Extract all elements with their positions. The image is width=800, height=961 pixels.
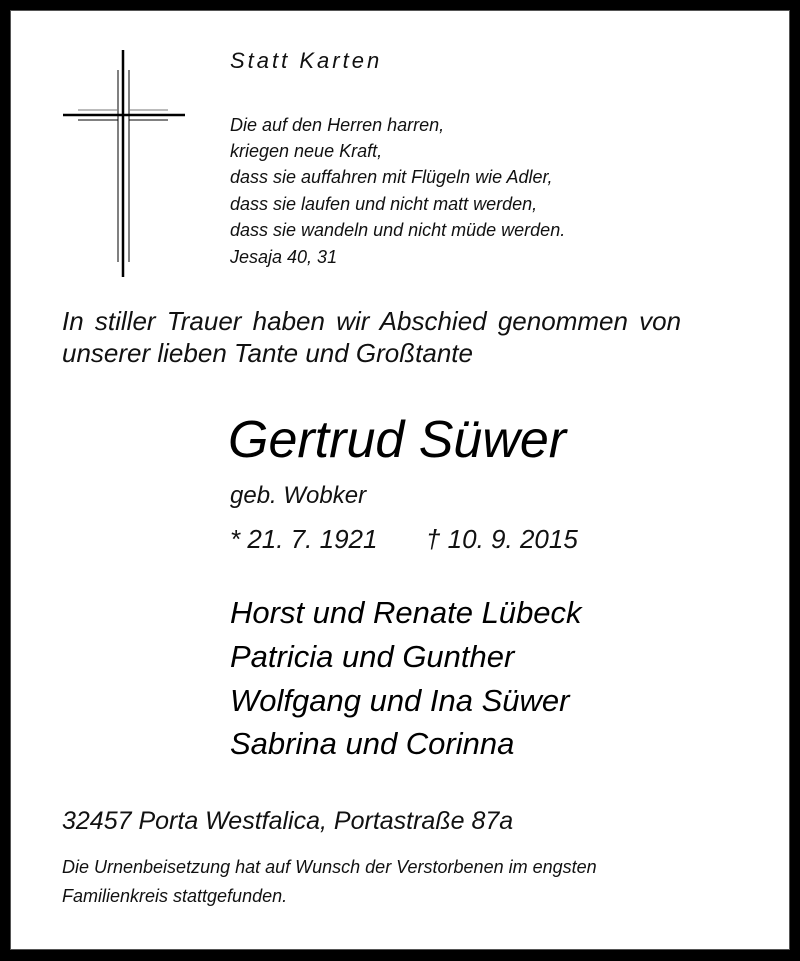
mourner: Wolfgang und Ina Süwer <box>230 683 570 718</box>
intro-line: unserer lieben Tante und Großtante <box>62 338 473 368</box>
mourner: Patricia und Gunther <box>230 639 515 674</box>
footer-line: Familienkreis stattgefunden. <box>62 886 288 906</box>
verse-line: dass sie wandeln und nicht müde werden. <box>230 220 566 240</box>
verse-line: dass sie laufen und nicht matt werden, <box>230 194 538 214</box>
verse-source: Jesaja 40, 31 <box>230 247 338 267</box>
death-date: † 10. 9. 2015 <box>426 524 578 554</box>
verse-line: Die auf den Herren harren, <box>230 115 445 135</box>
mourner: Sabrina und Corinna <box>230 726 515 761</box>
maiden-name: geb. Wobker <box>230 482 367 509</box>
verse-line: kriegen neue Kraft, <box>230 141 383 161</box>
verse-line: dass sie auffahren mit Flügeln wie Adler, <box>230 167 553 187</box>
mourner: Horst und Renate Lübeck <box>230 595 582 630</box>
birth-date: * 21. 7. 1921 <box>230 524 378 554</box>
intro-line: In stiller Trauer haben wir Abschied genommen von <box>62 306 682 336</box>
deceased-name: Gertrud Süwer <box>228 411 567 469</box>
address: 32457 Porta Westfalica, Portastraße 87a <box>62 807 514 835</box>
footer-line: Die Urnenbeisetzung hat auf Wunsch der Verstorbenen im engsten <box>62 857 597 877</box>
header-title: Statt Karten <box>230 48 383 73</box>
